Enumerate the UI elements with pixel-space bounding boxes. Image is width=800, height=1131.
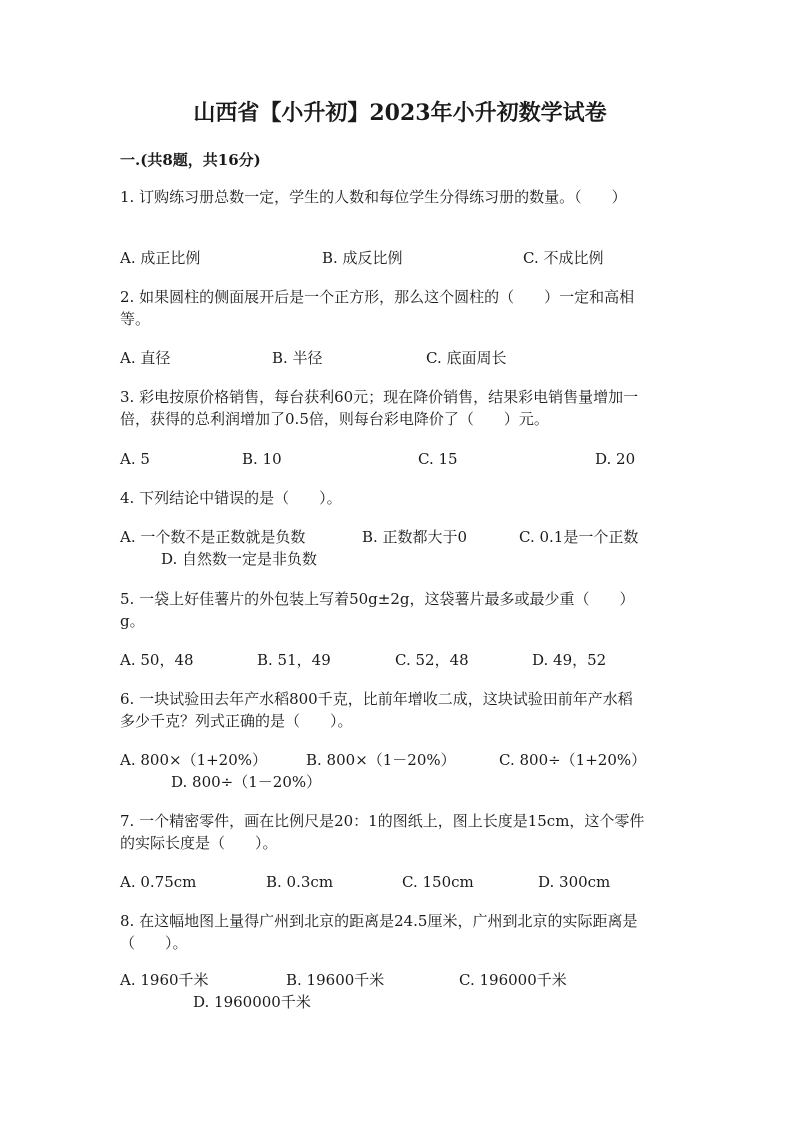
question-6-option-b: B. 800×（1－20%）	[306, 751, 456, 769]
question-5-option-d: D. 49，52	[532, 651, 607, 669]
question-7-option-c: C. 150cm	[402, 873, 474, 891]
question-6-option-a: A. 800×（1+20%）	[120, 751, 268, 769]
question-4-option-d: D. 自然数一定是非负数	[161, 550, 318, 568]
exam-title: 山西省【小升初】2023年小升初数学试卷	[193, 100, 607, 126]
question-4-option-a: A. 一个数不是正数就是负数	[120, 528, 306, 546]
question-8-text-line1: 8. 在这幅地图上量得广州到北京的距离是24.5厘米，广州到北京的实际距离是	[120, 912, 638, 930]
question-8-text-line2: （ ）。	[120, 934, 188, 952]
question-6-text-line2: 多少千克？列式正确的是（ ）。	[120, 712, 353, 730]
question-7-option-a: A. 0.75cm	[120, 873, 197, 891]
question-6-option-d: D. 800÷（1－20%）	[171, 773, 322, 791]
question-7-text-line1: 7. 一个精密零件，画在比例尺是20：1的图纸上，图上长度是15cm，这个零件	[120, 812, 645, 830]
question-3-text-line1: 3. 彩电按原价格销售，每台获利60元；现在降价销售，结果彩电销售量增加一	[120, 388, 639, 406]
question-7-option-d: D. 300cm	[538, 873, 611, 891]
question-2-option-c: C. 底面周长	[426, 349, 507, 367]
question-6-text-line1: 6. 一块试验田去年产水稻800千克，比前年增收二成，这块试验田前年产水稻	[120, 690, 633, 708]
question-1-option-c: C. 不成比例	[523, 249, 604, 267]
question-2-text-line1: 2. 如果圆柱的侧面展开后是一个正方形，那么这个圆柱的（ ）一定和高相	[120, 288, 635, 306]
question-3-option-d: D. 20	[595, 450, 636, 468]
question-5-option-c: C. 52，48	[395, 651, 469, 669]
question-7-option-b: B. 0.3cm	[266, 873, 334, 891]
question-3-text-line2: 倍，获得的总利润增加了0.5倍，则每台彩电降价了（ ）元。	[120, 410, 549, 428]
question-3-option-a: A. 5	[120, 450, 150, 468]
question-2-option-a: A. 直径	[120, 349, 171, 367]
question-2-text-line2: 等。	[120, 310, 151, 328]
question-4-option-c: C. 0.1是一个正数	[519, 528, 639, 546]
section-heading: 一.(共8题，共16分)	[120, 151, 261, 169]
question-7-text-line2: 的实际长度是（ ）。	[120, 834, 278, 852]
question-8-option-b: B. 19600千米	[286, 971, 385, 989]
question-3-option-c: C. 15	[418, 450, 458, 468]
question-5-option-b: B. 51，49	[257, 651, 331, 669]
question-4-option-b: B. 正数都大于0	[362, 528, 468, 546]
question-5-text-line2: g。	[120, 612, 145, 630]
question-1-text: 1. 订购练习册总数一定，学生的人数和每位学生分得练习册的数量。（ ）	[120, 188, 627, 206]
question-2-option-b: B. 半径	[272, 349, 323, 367]
question-3-option-b: B. 10	[242, 450, 282, 468]
question-8-option-d: D. 1960000千米	[193, 993, 311, 1011]
question-1-option-b: B. 成反比例	[322, 249, 403, 267]
question-5-option-a: A. 50，48	[120, 651, 194, 669]
question-8-option-c: C. 196000千米	[459, 971, 567, 989]
question-5-text-line1: 5. 一袋上好佳薯片的外包装上写着50g±2g，这袋薯片最多或最少重（ ）	[120, 590, 635, 608]
question-8-option-a: A. 1960千米	[120, 971, 209, 989]
question-1-option-a: A. 成正比例	[120, 249, 201, 267]
question-4-text: 4. 下列结论中错误的是（ ）。	[120, 489, 342, 507]
question-6-option-c: C. 800÷（1+20%）	[499, 751, 647, 769]
